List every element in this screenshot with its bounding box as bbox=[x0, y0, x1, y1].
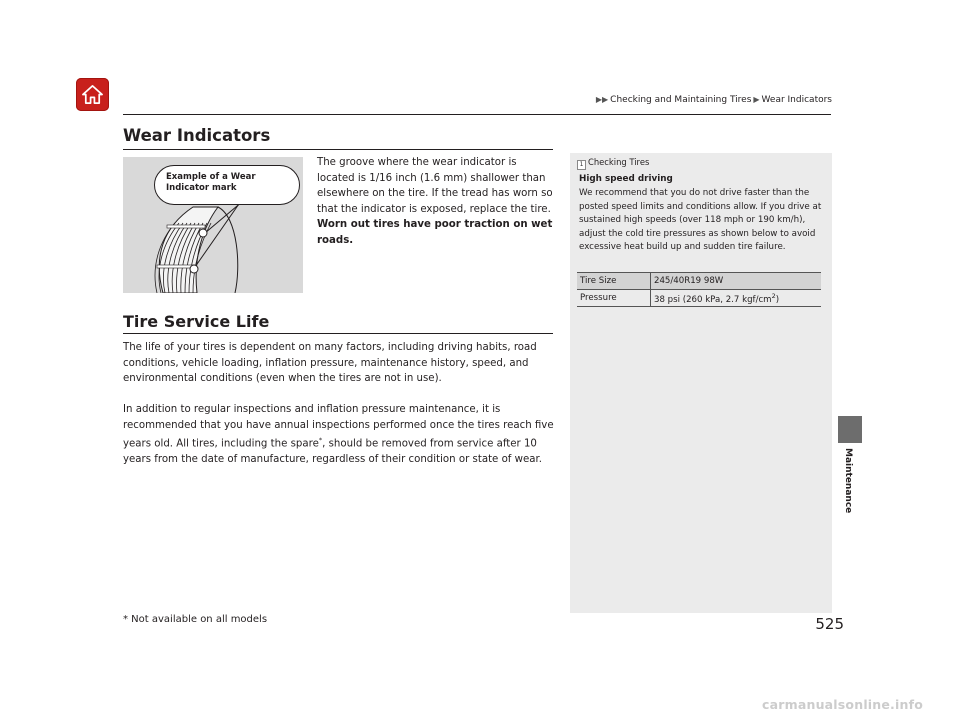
side-section-body: We recommend that you do not drive faster than the posted speed limits and conditions allow. If you drive at sustained high speeds (over 118 mph or 190 km/h), adjust the cold tire pressures as shown below to avoid excessive heat build up and sudden tire failure. bbox=[579, 188, 822, 252]
inspection-text-before: In addition to regular inspections and inflation pressure maintenance, it is recommended that you have annual inspections performed once the tires reach five years old. All tires, including the spare bbox=[123, 404, 554, 450]
breadcrumb bbox=[586, 95, 832, 105]
chapter-tab[interactable] bbox=[838, 416, 862, 443]
section-divider bbox=[123, 333, 553, 334]
breadcrumb-item-wear-indicators[interactable]: Wear Indicators bbox=[761, 95, 832, 105]
footnote-mark: * bbox=[318, 436, 323, 444]
table-cell-value bbox=[651, 290, 822, 307]
side-section-title: High speed driving bbox=[579, 174, 673, 184]
table-cell-label: Pressure bbox=[577, 290, 651, 307]
breadcrumb-item-checking-tires[interactable]: Checking and Maintaining Tires bbox=[610, 95, 752, 105]
triangle-right-icon: ▶▶ bbox=[595, 95, 609, 104]
tire-inspection-paragraph bbox=[123, 402, 559, 467]
callout-label: Example of a Wear Indicator mark bbox=[166, 172, 256, 193]
tire-spec-table bbox=[577, 272, 821, 307]
pressure-close: ) bbox=[775, 294, 780, 305]
section-title-tire-service-life: Tire Service Life bbox=[123, 312, 270, 331]
table-row bbox=[577, 273, 821, 290]
chapter-tab-label: Maintenance bbox=[843, 448, 853, 514]
side-ref-title[interactable]: Checking Tires bbox=[588, 157, 650, 167]
pressure-value: 38 psi (260 kPa, 2.7 kgf/cm bbox=[654, 294, 772, 305]
footnote: * Not available on all models bbox=[123, 614, 268, 625]
header-divider bbox=[123, 114, 831, 115]
wear-warning: Worn out tires have poor traction on wet roads. bbox=[317, 219, 553, 246]
home-button[interactable] bbox=[76, 78, 109, 111]
tire-life-paragraph: The life of your tires is dependent on many factors, including driving habits, road conditions, vehicle loading, inflation pressure, maintenance history, speed, and environmental conditions (even when the tires are not in use). bbox=[123, 342, 537, 384]
watermark: carmanualsonline.info bbox=[762, 697, 924, 712]
side-ref-heading bbox=[577, 157, 649, 170]
page-number: 525 bbox=[815, 615, 844, 633]
table-cell-label: Tire Size bbox=[577, 273, 651, 290]
inspection-text-after: , should be removed from service after 10 years from the date of manufacture, regardless of their condition or state of wear. bbox=[123, 438, 542, 465]
home-icon bbox=[81, 83, 104, 106]
table-cell-value: 245/40R19 98W bbox=[651, 273, 822, 290]
unit-superscript: 2 bbox=[771, 291, 776, 300]
title-divider bbox=[123, 149, 553, 150]
triangle-right-icon: ▶ bbox=[753, 95, 760, 104]
reference-icon: 1 bbox=[577, 160, 586, 170]
wear-indicator-text bbox=[317, 155, 557, 248]
page-title: Wear Indicators bbox=[123, 126, 271, 145]
table-row bbox=[577, 290, 821, 307]
wear-indicator-description: The groove where the wear indicator is located is 1/16 inch (1.6 mm) shallower than elsewhere on the tire. If the tread has worn so that the indicator is exposed, replace the tire. bbox=[317, 157, 553, 215]
